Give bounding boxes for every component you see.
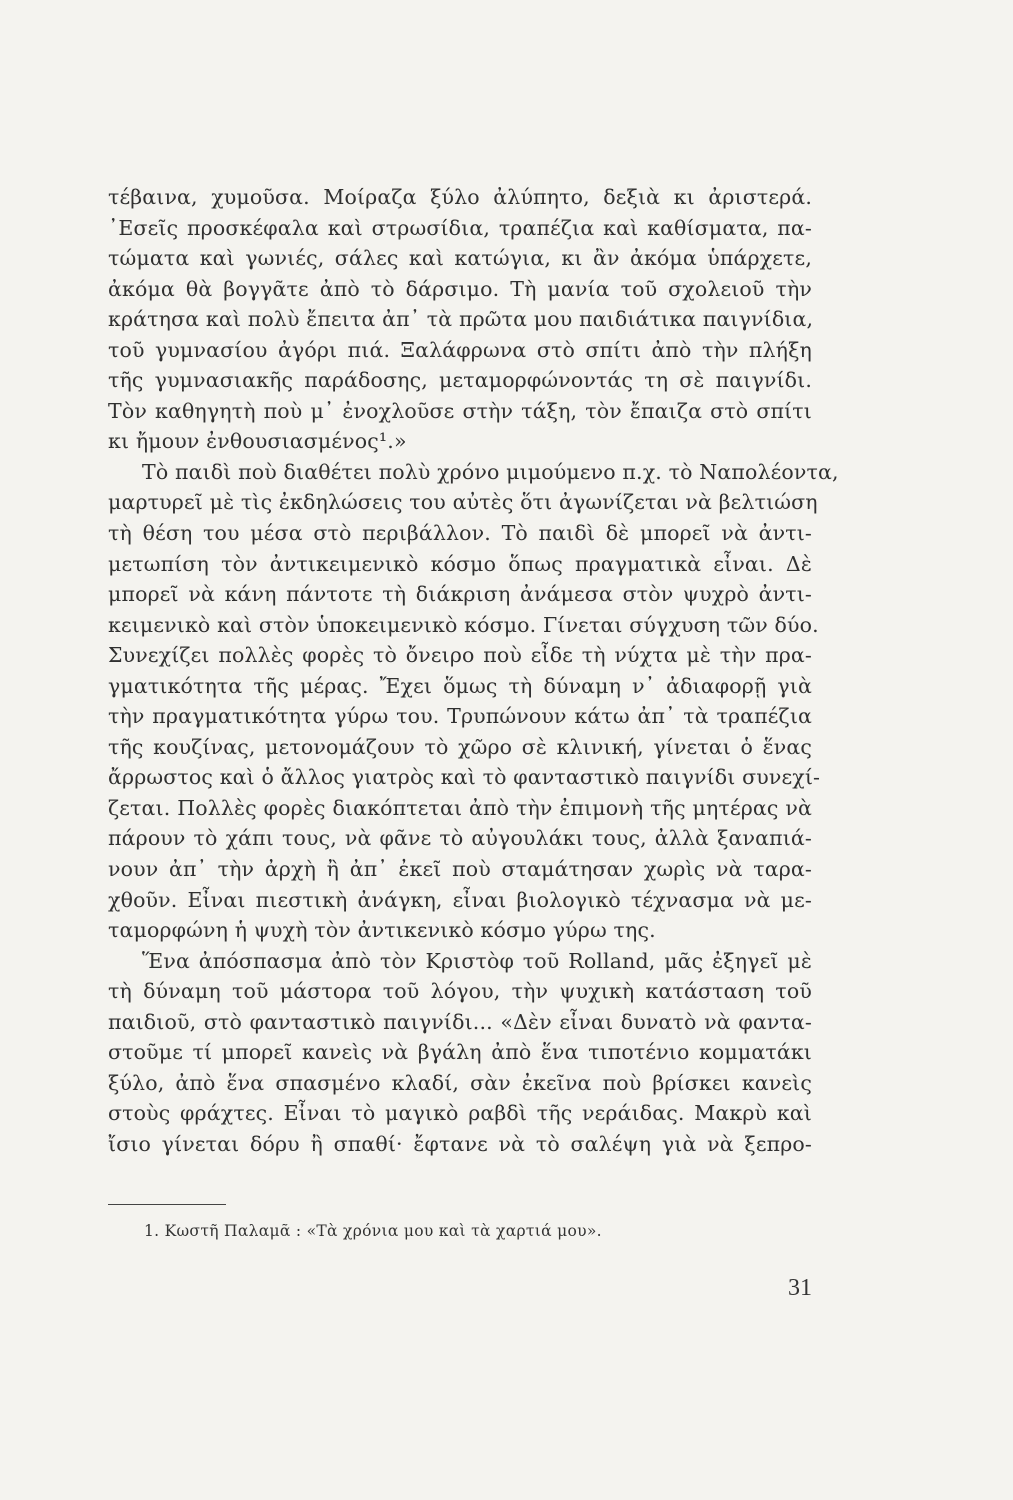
text-line: κειμενικὸ καὶ στὸν ὑποκειμενικὸ κόσμο. Γίνεται σύγχυση τῶν δύο. — [108, 612, 819, 637]
paragraph-2 — [108, 457, 839, 946]
text-line: τὴ δύναμη τοῦ μάστορα τοῦ λόγου, τὴν ψυχικὴ κατάσταση τοῦ — [108, 979, 812, 1004]
text-line: τώματα καὶ γωνιές, σάλες καὶ κατώγια, κι ἂν ἀκόμα ὑπάρχετε, — [108, 246, 812, 271]
text-line: Ἕνα ἀπόσπασμα ἀπὸ τὸν Κριστὸφ τοῦ Rolland, μᾶς ἐξηγεῖ μὲ — [142, 948, 812, 973]
text-line: μπορεῖ νὰ κάνη πάντοτε τὴ διάκριση ἀνάμεσα στὸν ψυχρὸ ἀντι- — [108, 582, 812, 607]
text-line: πάρουν τὸ χάπι τους, νὰ φᾶνε τὸ αὐγουλάκι τους, ἀλλὰ ξαναπιά- — [108, 826, 812, 851]
text-line: στοῦμε τί μπορεῖ κανεὶς νὰ βγάλη ἀπὸ ἕνα τιποτένιο κομματάκι — [108, 1040, 812, 1065]
text-line: ἄρρωστος καὶ ὁ ἄλλος γιατρὸς καὶ τὸ φανταστικὸ παιγνίδι συνεχί- — [108, 765, 821, 790]
text-line: ἀκόμα θὰ βογγᾶτε ἀπὸ τὸ δάρσιμο. Τὴ μανία τοῦ σχολειοῦ τὴν — [108, 276, 812, 301]
footnote-divider — [108, 1204, 226, 1205]
paragraph-3 — [108, 946, 812, 1160]
body-text — [108, 182, 839, 1160]
text-line: Συνεχίζει πολλὲς φορὲς τὸ ὄνειρο ποὺ εἶδε τὴ νύχτα μὲ τὴν πρα- — [108, 643, 812, 668]
text-line: ταμορφώνη ἡ ψυχὴ τὸν ἀντικενικὸ κόσμο γύρω της. — [108, 918, 656, 943]
text-line: κι ἤμουν ἐνθουσιασμένος¹.» — [108, 429, 407, 454]
footnote: 1. Κωστῆ Παλαμᾶ : «Τὰ χρόνια μου καὶ τὰ χαρτιά μου». — [144, 1222, 602, 1240]
text-line: ἴσιο γίνεται δόρυ ἢ σπαθί· ἔφτανε νὰ τὸ σαλέψη γιὰ νὰ ξεπρο- — [108, 1131, 812, 1156]
text-line: τέβαινα, χυμοῦσα. Μοίραζα ξύλο ἀλύπητο, δεξιὰ κι ἀριστερά. — [108, 185, 812, 209]
paragraph-1 — [108, 182, 812, 457]
text-line: στοὺς φράχτες. Εἶναι τὸ μαγικὸ ραβδὶ τῆς νεράιδας. Μακρὺ καὶ — [108, 1101, 812, 1126]
text-line: νουν ἀπ᾽ τὴν ἀρχὴ ἢ ἀπ᾽ ἐκεῖ ποὺ σταμάτησαν χωρὶς νὰ ταρα- — [108, 857, 812, 882]
page-number: 31 — [788, 1275, 812, 1301]
text-line: τῆς γυμνασιακῆς παράδοσης, μεταμορφώνοντάς τη σὲ παιγνίδι. — [108, 368, 812, 393]
text-line: τὴν πραγματικότητα γύρω του. Τρυπώνουν κάτω ἀπ᾽ τὰ τραπέζια — [108, 704, 812, 729]
text-line: τὴ θέση του μέσα στὸ περιβάλλον. Τὸ παιδὶ δὲ μπορεῖ νὰ ἀντι- — [108, 521, 812, 546]
text-line: ξύλο, ἀπὸ ἕνα σπασμένο κλαδί, σὰν ἐκεῖνα ποὺ βρίσκει κανεὶς — [108, 1070, 812, 1095]
text-line: γματικότητα τῆς μέρας. Ἔχει ὅμως τὴ δύναμη ν᾽ ἀδιαφορῇ γιὰ — [108, 673, 812, 698]
text-line: κράτησα καὶ πολὺ ἔπειτα ἀπ᾽ τὰ πρῶτα μου παιδιάτικα παιγνίδια, — [108, 307, 814, 332]
text-line: τοῦ γυμνασίου ἀγόρι πιά. Ξαλάφρωνα στὸ σπίτι ἀπὸ τὴν πλήξη — [108, 337, 812, 362]
text-line: μετωπίση τὸν ἀντικειμενικὸ κόσμο ὅπως πραγματικὰ εἶναι. Δὲ — [108, 551, 812, 576]
text-line: ζεται. Πολλὲς φορὲς διακόπτεται ἀπὸ τὴν ἐπιμονὴ τῆς μητέρας νὰ — [108, 795, 812, 820]
text-line: μαρτυρεῖ μὲ τὶς ἐκδηλώσεις του αὐτὲς ὅτι ἀγωνίζεται νὰ βελτιώση — [108, 490, 818, 515]
text-line: Τὸ παιδὶ ποὺ διαθέτει πολὺ χρόνο μιμούμενο π.χ. τὸ Ναπολέοντα, — [142, 459, 839, 484]
text-line: τῆς κουζίνας, μετονομάζουν τὸ χῶρο σὲ κλινική, γίνεται ὁ ἕνας — [108, 734, 812, 759]
text-line: Τὸν καθηγητὴ ποὺ μ᾽ ἐνοχλοῦσε στὴν τάξη, τὸν ἔπαιζα στὸ σπίτι — [108, 398, 812, 423]
text-line: χθοῦν. Εἶναι πιεστικὴ ἀνάγκη, εἶναι βιολογικὸ τέχνασμα νὰ με- — [108, 887, 812, 912]
text-line: παιδιοῦ, στὸ φανταστικὸ παιγνίδι... «Δὲν εἶναι δυνατὸ νὰ φαντα- — [108, 1009, 812, 1034]
text-line: ᾽Εσεῖς προσκέφαλα καὶ στρωσίδια, τραπέζια καὶ καθίσματα, πα- — [108, 215, 812, 240]
